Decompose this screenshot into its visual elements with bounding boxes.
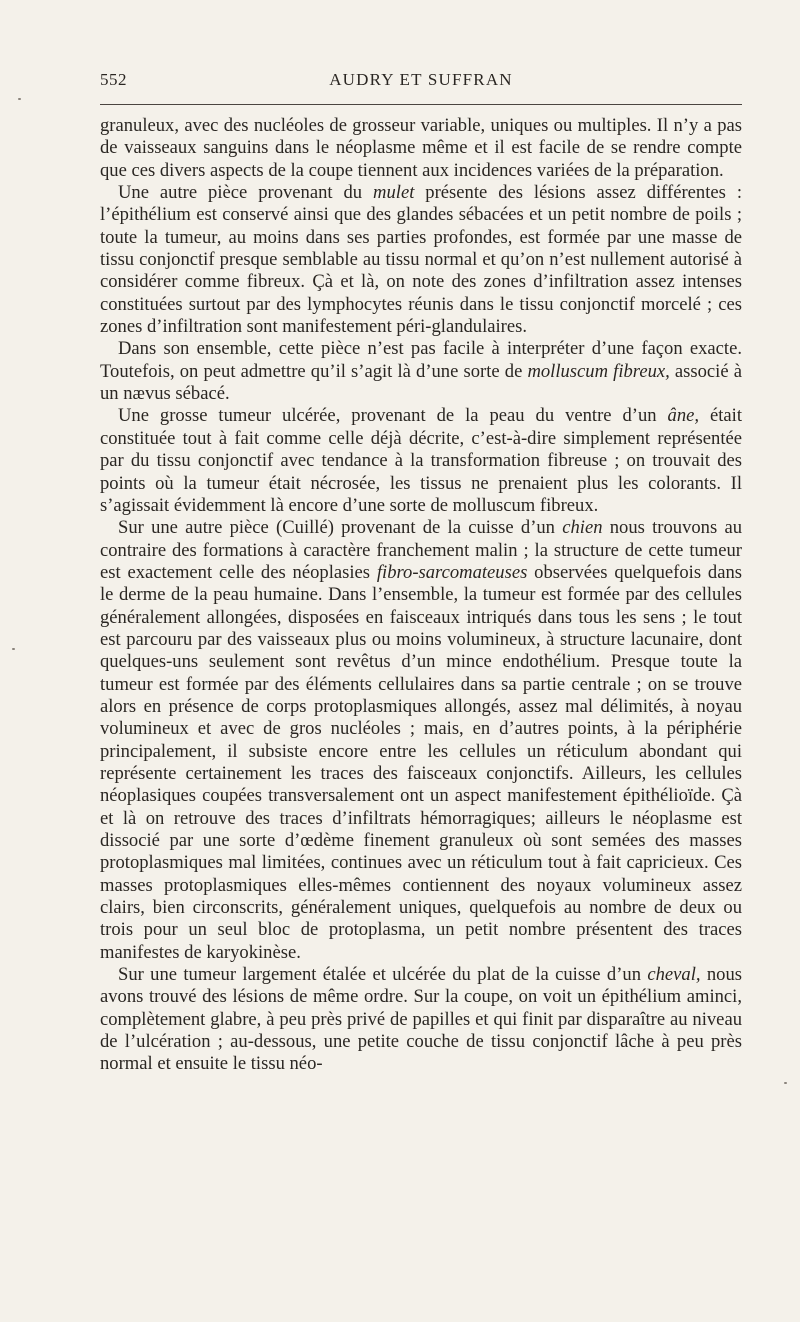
text-run: nous trouvons au contraire des formations à caractère franchement malin ; la structure de cette tumeur est exactement celle des néoplasies — [100, 517, 743, 583]
text-run: associé à un nævus sébacé. — [100, 360, 742, 405]
text-run: Une autre pièce provenant du — [118, 182, 374, 204]
text-run: observées quelquefois dans le derme de la peau humaine. Dans l’ensemble, la tumeur est formée par des cellules généralement allongées, disposées en faisceaux intriqués dans tous les sens ; le tout est parcouru par des vaisseaux plus ou moins volumineux, à structure lacunaire, dont quelques-uns seulement sont revêtus d’un mince endothélium. Presque toute la tumeur est formée par des éléments cellulaires dans sa partie centrale ; on se trouve alors en présence de corps protoplasmiques allongés, assez mal délimités, à noyau volumineux et avec de gros nucléoles ; mais, en d’autres points, à la périphérie principalement, il subsiste encore entre les cellules un réticulum abondant qui représente certainement les traces des faisceaux conjonctifs. Ailleurs, les cellules néoplasiques coupées transversalement ont un aspect manifestement épithélioïde. Çà et là on retrouve des traces d’infiltrats hémorragiques; ailleurs le néoplasme est dissocié par une sorte d’œdème finement granuleux où sont semées des masses protoplasmiques mal limitées, continues avec un réticulum tout à fait capricieux. Ces masses protoplasmiques elles-mêmes contiennent des noyaux volumineux assez clairs, bien circonscrits, généralement uniques, quelquefois au nombre de deux ou trois pour un seul bloc de protoplasma, un petit nombre présentent des traces manifestes de karyokinèse. — [100, 561, 742, 963]
paragraph-5 — [100, 964, 742, 1076]
margin-speck — [18, 98, 21, 100]
italic-term: cheval, — [647, 964, 701, 986]
running-title: AUDRY ET SUFFRAN — [329, 70, 513, 89]
text-run: granuleux, avec des nucléoles de grosseur variable, uniques ou multiples. Il n’y a pas de vaisseaux sanguins dans le néoplasme même et il est facile de se rendre compte que ces divers aspects de la coupe tiennent aux incidences variées de la préparation. — [100, 115, 742, 181]
header-rule — [100, 104, 742, 105]
text-run: Sur une tumeur largement étalée et ulcérée du plat de la cuisse d’un — [118, 964, 648, 986]
paragraph-3 — [100, 405, 742, 517]
paragraph-0 — [100, 115, 742, 182]
page-number: 552 — [100, 70, 127, 89]
margin-speck — [12, 648, 15, 650]
paragraph-2 — [100, 338, 742, 405]
italic-term: fibro-sarcomateuses — [376, 561, 528, 583]
text-run: Dans son ensemble, cette pièce n’est pas facile à interpréter d’une façon exacte. Toutefois, on peut admettre qu’il s’agit là d’une sorte de — [100, 338, 742, 382]
body-text — [100, 115, 742, 1076]
text-run: Sur une autre pièce (Cuillé) provenant de la cuisse d’un — [118, 517, 563, 539]
text-run: présente des lésions assez différentes : l’épithélium est conservé ainsi que des glandes sébacées et un petit nombre de poils ; toute la tumeur, au moins dans ses parties profondes, est formée par une masse de tissu conjonctif presque semblable au tissu normal et qu’on n’est nullement autorisé à considérer comme fibreux. Çà et là, on note des zones d’infiltration assez intenses constituées surtout par des lymphocytes réunis dans le tissu conjonctif morcelé ; ces zones d’infiltration sont manifestement péri-glandulaires. — [100, 182, 742, 338]
margin-speck — [784, 1082, 787, 1084]
italic-term: molluscum fibreux, — [527, 360, 670, 382]
italic-term: mulet — [373, 182, 415, 204]
italic-term: âne, — [667, 405, 700, 427]
paragraph-1 — [100, 182, 742, 338]
text-run: Une grosse tumeur ulcérée, provenant de la peau du ventre d’un — [118, 405, 668, 427]
paragraph-4 — [100, 517, 742, 964]
italic-term: chien — [562, 517, 603, 539]
text-run: nous avons trouvé des lésions de même ordre. Sur la coupe, on voit un épithélium aminci, complètement glabre, à peu près privé de papilles et qui finit par disparaître au niveau de l’ulcération ; au-dessous, une petite couche de tissu conjonctif lâche à peu près normal et ensuite le tissu néo- — [100, 964, 742, 1075]
text-run: était constituée tout à fait comme celle déjà décrite, c’est-à-dire simplement représentée par du tissu conjonctif avec tendance à la transformation fibreuse ; on trouvait des points où la tumeur était nécrosée, les tissus ne prenaient plus les colorants. Il s’agissait évidemment là encore d’une sorte de molluscum fibreux. — [100, 405, 742, 516]
running-header — [100, 70, 742, 94]
